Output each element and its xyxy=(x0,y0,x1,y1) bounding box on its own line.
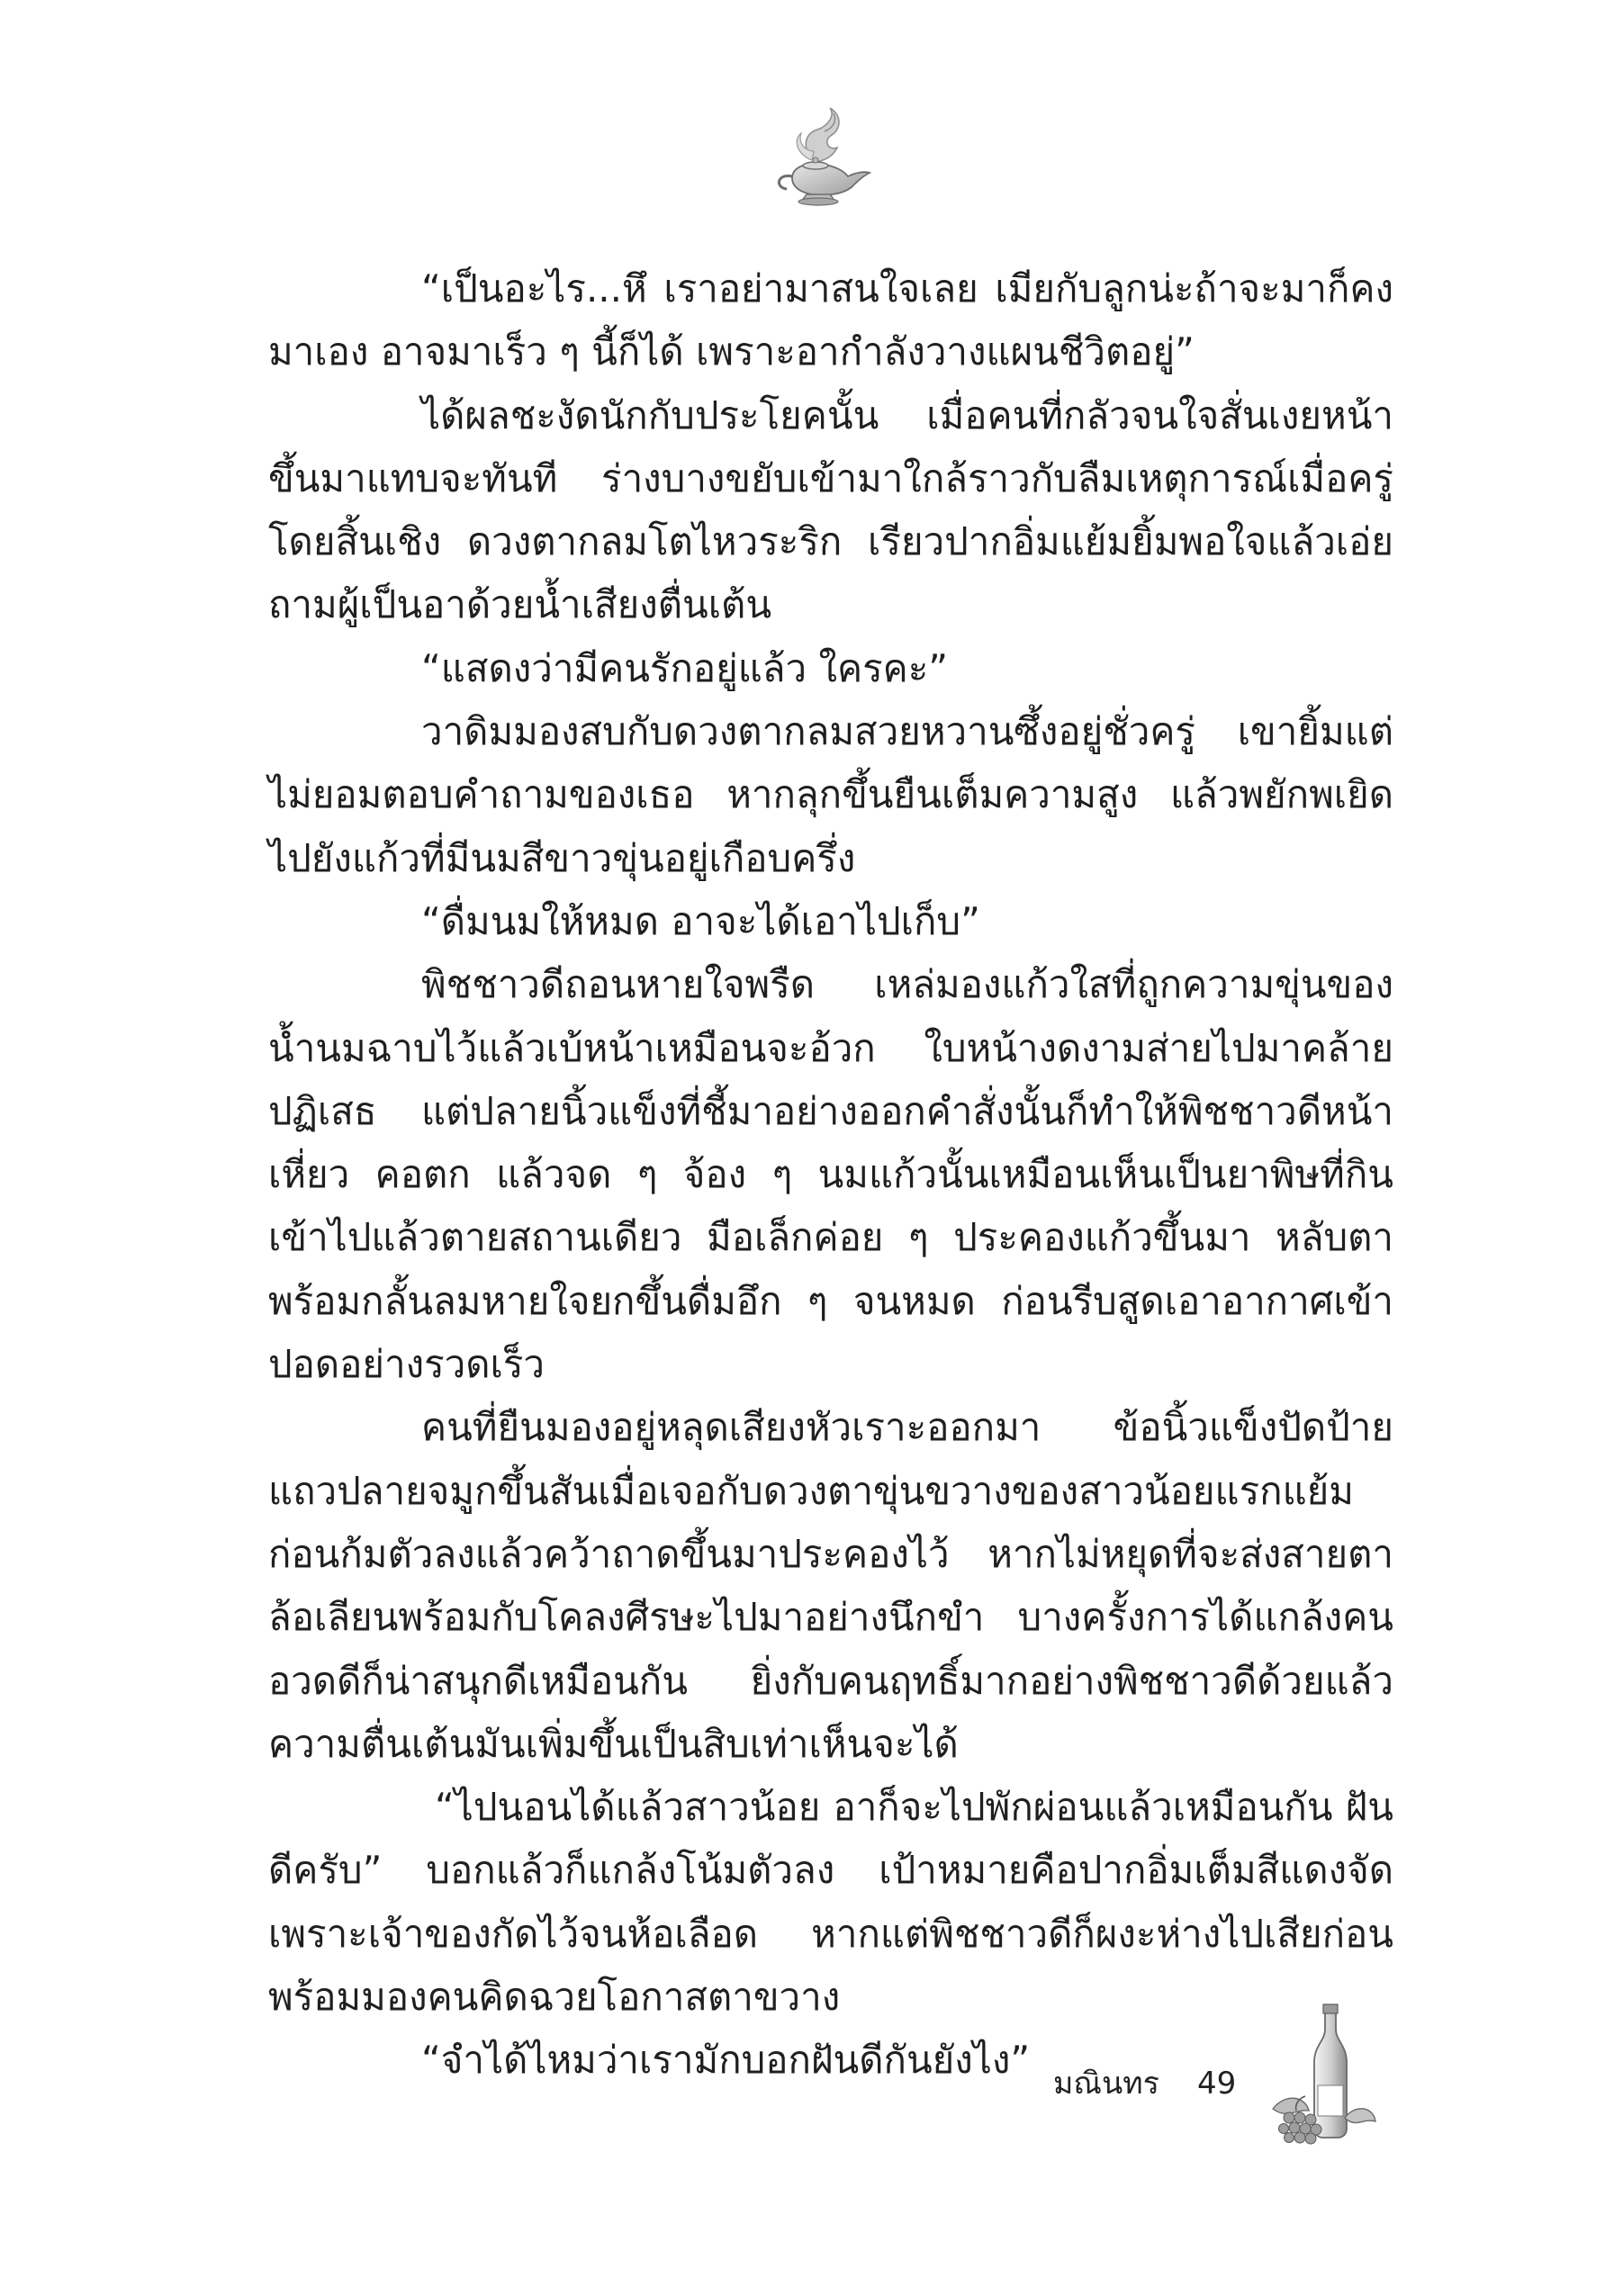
paragraph-3: “แสดงว่ามีคนรักอยู่แล้ว ใครคะ” xyxy=(421,645,949,690)
body-text xyxy=(268,257,1393,2093)
paragraph-5: “ดื่มนมให้หมด อาจะได้เอาไปเก็บ” xyxy=(421,898,980,943)
paragraph-9: “จำได้ไหมว่าเรามักบอกฝันดีกันยังไง” xyxy=(421,2038,1031,2083)
paragraph-7: คนที่ยืนมองอยู่หลุดเสียงหัวเราะออกมา ข้อนิ้วแข็งปัดป้ายแถวปลายจมูกขึ้นสันเมื่อเจอกับดวงตาขุ่นขวางของสาวน้อยแรกแย้มก่อนก้มตัวลงแล้วคว้าถาดขึ้นมาประคองไว้ หากไม่หยุดที่จะส่งสายตาล้อเลียนพร้อมกับโคลงศีรษะไปมาอย่างนึกขำ บางครั้งการได้แกล้งคนอวดดีก็น่าสนุกดีเหมือนกัน ยิ่งกับคนฤทธิ์มากอย่างพิชชาวดีด้วยแล้ว ความตื่นเต้นมันเพิ่มขึ้นเป็นสิบเท่าเห็นจะได้ xyxy=(268,1405,1393,1766)
page-number: 49 xyxy=(1197,2066,1237,2102)
footer-author-name: มณินทร xyxy=(1053,2066,1159,2102)
wine-bottle-grapes-icon xyxy=(1269,2003,1377,2147)
paragraph-2: ได้ผลชะงัดนักกับประโยคนั้น เมื่อคนที่กลัวจนใจสั่นเงยหน้าขึ้นมาแทบจะทันที ร่างบางขยับเข้ามาใกล้ราวกับลืมเหตุการณ์เมื่อครู่โดยสิ้นเชิง ดวงตากลมโตไหวระริก เรียวปากอิ่มแย้มยิ้มพอใจแล้วเอ่ยถามผู้เป็นอาด้วยน้ำเสียงตื่นเต้น xyxy=(268,392,1393,627)
paragraph-8: “ไปนอนได้แล้วสาวน้อย อาก็จะไปพักผ่อนแล้วเหมือนกัน ฝันดีครับ” บอกแล้วก็แกล้งโน้มตัวลง เป้าหมายคือปากอิ่มเต็มสีแดงจัดเพราะเจ้าของกัดไว้จนห้อเลือด หากแต่พิชชาวดีก็ผงะห่างไปเสียก่อนพร้อมมองคนคิดฉวยโอกาสตาขวาง xyxy=(268,1785,1393,2020)
paragraph-6: พิชชาวดีถอนหายใจพรืด เหล่มองแก้วใสที่ถูกความขุ่นของน้ำนมฉาบไว้แล้วเบ้หน้าเหมือนจะอ้วก ใบหน้างดงามส่ายไปมาคล้ายปฏิเสธ แต่ปลายนิ้วแข็งที่ชี้มาอย่างออกคำสั่งนั้นก็ทำให้พิชชาวดีหน้าเหี่ยว คอตก แล้วจด ๆ จ้อง ๆ นมแก้วนั้นเหมือนเห็นเป็นยาพิษที่กินเข้าไปแล้วตายสถานเดียว มือเล็กค่อย ๆ ประคองแก้วขึ้นมา หลับตาพร้อมกลั้นลมหายใจยกขึ้นดื่มอึก ๆ จนหมด ก่อนรีบสูดเอาอากาศเข้าปอดอย่างรวดเร็ว xyxy=(268,962,1393,1387)
paragraph-4: วาดิมมองสบกับดวงตากลมสวยหวานซึ้งอยู่ชั่วครู่ เขายิ้มแต่ไม่ยอมตอบคำถามของเธอ หากลุกขึ้นยืนเต็มความสูง แล้วพยักพเยิดไปยังแก้วที่มีนมสีขาวขุ่นอยู่เกือบครึ่ง xyxy=(268,709,1393,880)
genie-lamp-icon xyxy=(765,106,873,214)
paragraph-1: “เป็นอะไร...หึ เราอย่ามาสนใจเลย เมียกับลูกน่ะถ้าจะมาก็คงมาเอง อาจมาเร็ว ๆ นี้ก็ได้ เพราะอากำลังวางแผนชีวิตอยู่” xyxy=(268,266,1393,374)
